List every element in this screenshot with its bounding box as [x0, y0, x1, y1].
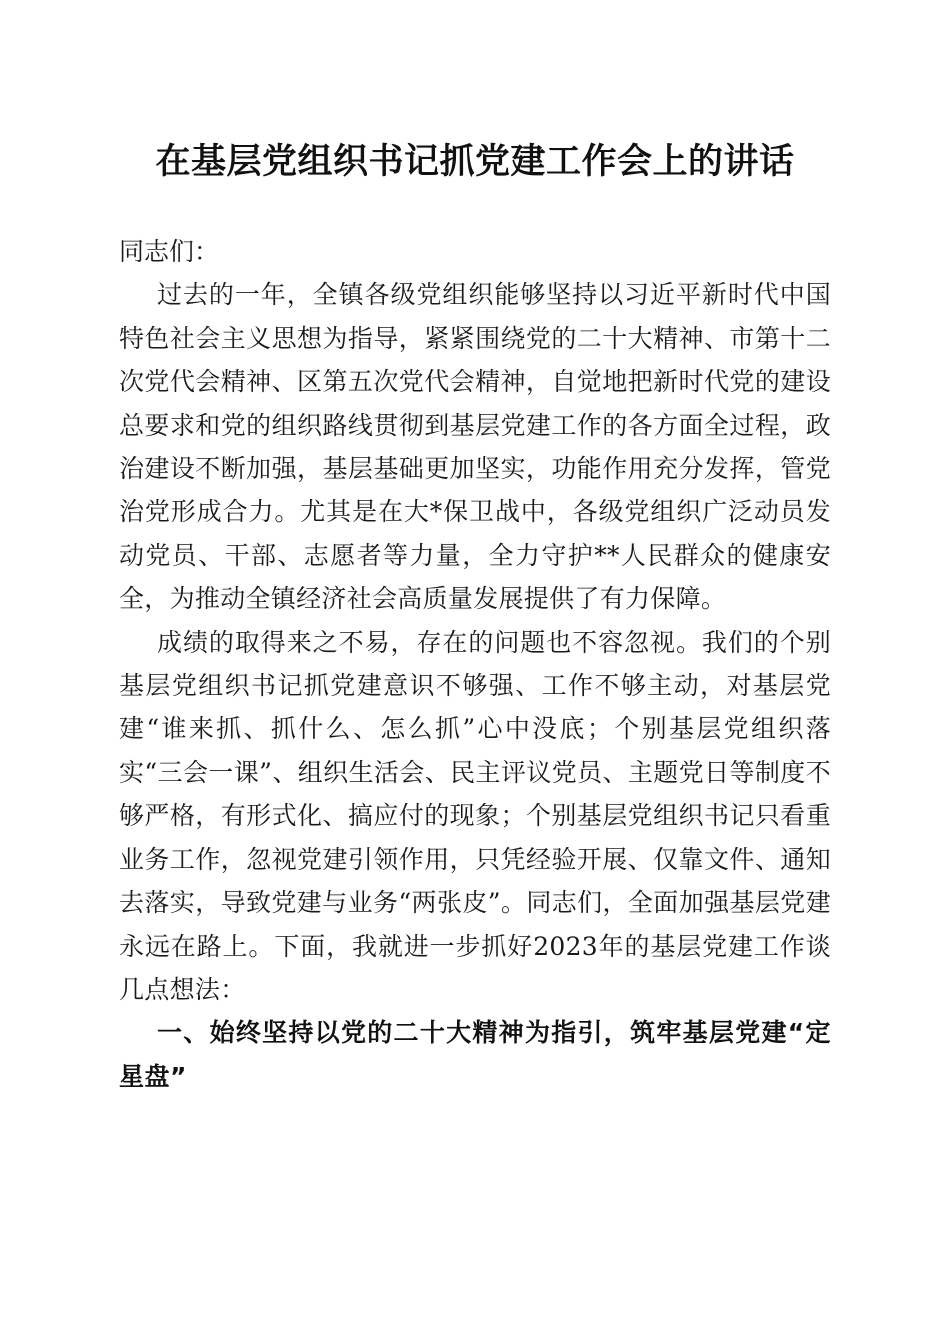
salutation: 同志们： — [119, 237, 220, 266]
paragraph-problems: 成绩的取得来之不易，存在的问题也不容忽视。我们的个别基层党组织书记抓党建意识不够强、工作不够主动，对基层党建“谁来抓、抓什么、怎么抓”心中没底；个别基层党组织落实“三会一课”、组织生活会、民主评议党员、主题党日等制度不够严格，有形式化、搞应付的现象；个别基层党组织书记只看重业务工作，忽视党建引领作用，只凭经验开展、仅靠文件、通知去落实，导致党建与业务“两张皮”。同志们，全面加强基层党建永远在路上。下面，我就进一步抓好2023年的基层党建工作谈几点想法： — [119, 627, 831, 1004]
document-body — [119, 230, 831, 1098]
document-title: 在基层党组织书记抓党建工作会上的讲话 — [155, 141, 795, 182]
section-heading: 一、始终坚持以党的二十大精神为指引，筑牢基层党建“定星盘” — [119, 1018, 831, 1091]
paragraph-achievements: 过去的一年，全镇各级党组织能够坚持以习近平新时代中国特色社会主义思想为指导，紧紧围绕党的二十大精神、市第十二次党代会精神、区第五次党代会精神，自觉地把新时代党的建设总要求和党的组织路线贯彻到基层党建工作的各方面全过程，政治建设不断加强，基层基础更加坚实，功能作用充分发挥，管党治党形成合力。尤其是在大*保卫战中，各级党组织广泛动员发动党员、干部、志愿者等力量，全力守护**人民群众的健康安全，为推动全镇经济社会高质量发展提供了有力保障。 — [119, 280, 831, 614]
